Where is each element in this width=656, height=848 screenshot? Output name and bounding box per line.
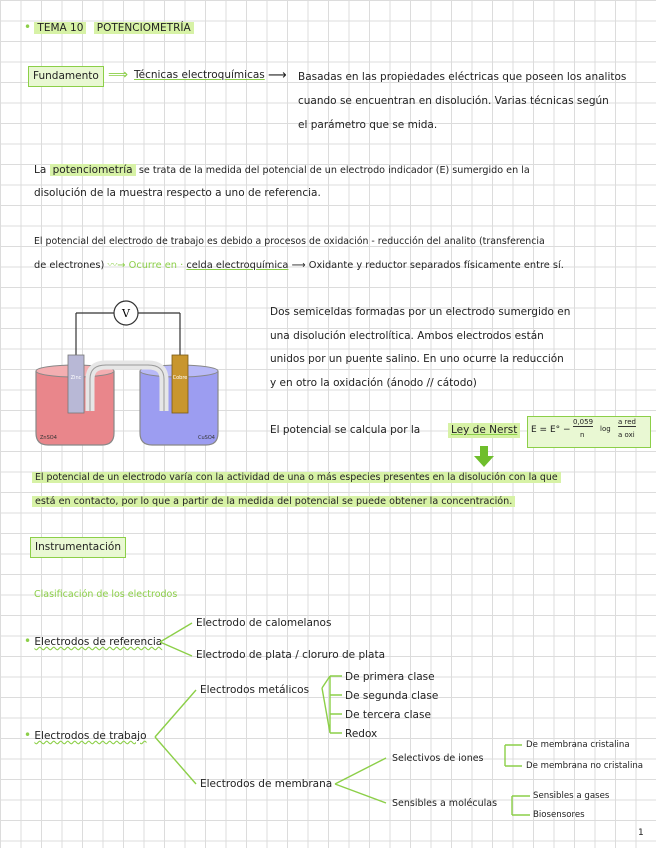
dot-icon: · [180, 260, 184, 271]
semiceldas-line-2: una disolución electrolítica. Ambos electrodos están [270, 330, 544, 342]
eq-a-ox: a oxi [618, 431, 635, 439]
arrow-icon: ⟹ [108, 67, 129, 83]
clasificacion-subtitle: Clasificación de los electrodos [34, 589, 178, 600]
referencia-label: Electrodos de referencia [34, 636, 163, 648]
text-rest: se trata de la medida del potencial de un electrodo indicador (E) sumergido en la [138, 165, 530, 176]
eq-num: 0,059 [573, 418, 594, 426]
potenciometria-keyword: potenciometría [50, 164, 136, 176]
eq-a-red: a red [618, 418, 636, 426]
bullet-icon: • [24, 728, 32, 742]
arrow-icon: ⟶ [268, 68, 287, 83]
semiceldas-line-3: unidos por un puente salino. En uno ocurre la reducción [270, 353, 564, 365]
right-solution-label: CuSO4 [198, 435, 215, 441]
left-solution-label: ZnSO4 [40, 435, 57, 441]
bullet-icon: • [24, 634, 32, 648]
referencia-branches [160, 623, 192, 656]
ley-nerst-label: Ley de Nerst [448, 423, 520, 438]
selectivos-item-1: De membrana cristalina [526, 740, 630, 750]
selectivos-label: Selectivos de iones [392, 753, 484, 764]
actividad-text-2: está en contacto, por lo que a partir de la medida del potencial se puede obtener la concentración. [32, 496, 515, 507]
selectivos-bracket [505, 745, 522, 766]
semiceldas-line-1: Dos semiceldas formadas por un electrodo sumergido en [270, 306, 571, 318]
trabajo-label: Electrodos de trabajo [34, 730, 147, 742]
sensibles-item-2: Biosensores [533, 810, 585, 820]
eq-den: n [580, 431, 585, 439]
referencia-item-1: Electrodo de calomelanos [196, 617, 332, 629]
voltmeter-label: V [122, 307, 130, 320]
page-header: • TEMA 10 POTENCIOMETRÍA [24, 20, 194, 36]
metalicos-item-4: Redox [345, 728, 378, 740]
trabajo-branches [155, 690, 196, 784]
metalicos-bracket [322, 676, 330, 733]
potencial-line-1: El potencial del electrodo de trabajo es debido a procesos de oxidación - reducción del analito (transferencia [34, 236, 545, 247]
sensibles-bracket [512, 796, 530, 815]
celda-label: celda electroquímica [186, 260, 289, 271]
semiceldas-line-4: y en otro la oxidación (ánodo // cátodo) [270, 377, 477, 389]
zinc-label: Zinc [70, 375, 82, 381]
page-number: 1 [638, 828, 644, 838]
sensibles-item-1: Sensibles a gases [533, 791, 610, 801]
text-electrones: de electrones) [34, 260, 105, 271]
ocurre-label: Ocurre en [128, 260, 177, 271]
copper-label: Cobre [172, 375, 188, 381]
page-title: POTENCIOMETRÍA [94, 22, 194, 34]
fundamento-line-2: cuando se encuentran en disolución. Varias técnicas según [298, 95, 609, 107]
fundamento-line-3: el parámetro que se mida. [298, 119, 438, 131]
sensibles-label: Sensibles a moléculas [392, 798, 498, 809]
potenciometria-line-2: disolución de la muestra respecto a uno de referencia. [34, 187, 321, 199]
metalicos-arrows [330, 676, 342, 733]
wave-arrow-icon: 〰→ [107, 260, 126, 271]
tecnicas-label: Técnicas electroquímicas [134, 69, 265, 81]
nernst-text: El potencial se calcula por la [270, 424, 421, 436]
tema-label: TEMA 10 [34, 22, 86, 34]
arrow-icon: ⟶ [291, 260, 306, 271]
selectivos-item-2: De membrana no cristalina [526, 761, 644, 771]
actividad-text-1: El potencial de un electrodo varía con la actividad de una o más especies presentes en la disolución con la que [32, 472, 561, 483]
metalicos-item-2: De segunda clase [345, 690, 439, 702]
eq-e: E = E° − [531, 425, 571, 435]
fundamento-line-1: Basadas en las propiedades eléctricas que poseen los analitos [298, 71, 627, 83]
metalicos-item-1: De primera clase [345, 671, 435, 683]
membrana-branches [335, 758, 386, 803]
metalicos-label: Electrodos metálicos [200, 684, 310, 696]
eq-log: log [600, 425, 611, 433]
instrumentacion-title: Instrumentación [30, 537, 126, 558]
membrana-label: Electrodos de membrana [200, 778, 333, 790]
metalicos-item-3: De tercera clase [345, 709, 431, 721]
text-la: La [34, 164, 47, 176]
text-oxidante: Oxidante y reductor separados físicamente entre sí. [308, 260, 564, 271]
referencia-item-2: Electrodo de plata / cloruro de plata [196, 649, 386, 661]
fundamento-label: Fundamento [28, 66, 104, 87]
